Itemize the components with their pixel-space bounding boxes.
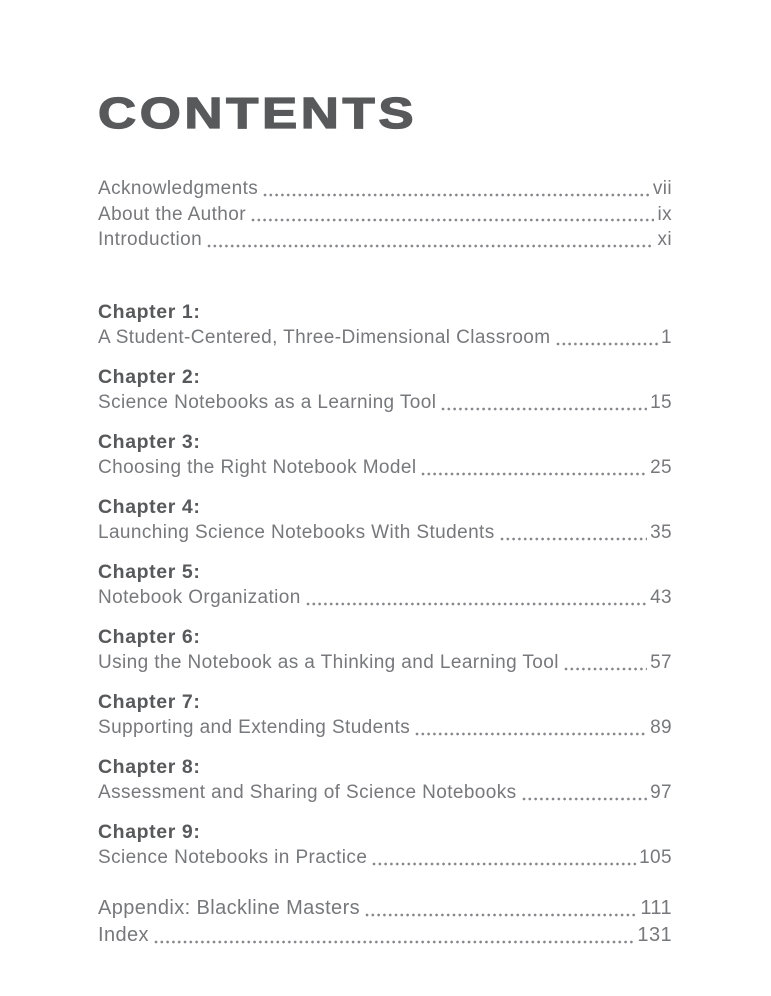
- chapter-heading: Chapter 1:: [98, 300, 201, 323]
- dot-leader: [367, 845, 639, 871]
- toc-entry-page: 131: [637, 923, 672, 946]
- toc-chapter-2: [98, 364, 672, 416]
- dot-leader: [202, 227, 657, 253]
- chapter-title: Choosing the Right Notebook Model: [98, 456, 417, 478]
- chapter-page: 89: [650, 716, 672, 738]
- dot-leader: [517, 780, 651, 806]
- dot-leader: [360, 895, 640, 922]
- toc-entry: [98, 585, 672, 611]
- toc-entry-page: xi: [657, 229, 672, 250]
- chapter-page: 25: [650, 456, 672, 478]
- chapter-page: 1: [661, 326, 672, 348]
- chapter-title: Assessment and Sharing of Science Notebooks: [98, 781, 517, 803]
- toc-entry: [98, 845, 672, 871]
- dot-leader: [551, 325, 662, 351]
- chapter-page: 57: [650, 651, 672, 673]
- toc-entry: [98, 715, 672, 741]
- chapter-page: 35: [650, 521, 672, 543]
- dot-leader: [416, 455, 650, 481]
- toc-entry: [98, 520, 672, 546]
- dot-leader: [559, 650, 650, 676]
- dot-leader: [149, 922, 637, 949]
- chapter-heading: Chapter 8:: [98, 755, 201, 778]
- toc-chapter-9: [98, 819, 672, 871]
- back-matter-section: [98, 895, 672, 949]
- dot-leader: [246, 202, 658, 228]
- toc-entry: [98, 780, 672, 806]
- front-matter-section: [98, 176, 672, 253]
- chapter-heading: Chapter 2:: [98, 365, 201, 388]
- toc-entry-appendix: [98, 895, 672, 922]
- dot-leader: [495, 520, 650, 546]
- chapter-heading: Chapter 9:: [98, 820, 201, 843]
- chapters-section: [98, 299, 672, 871]
- toc-entry-page: 111: [640, 896, 672, 919]
- dot-leader: [436, 390, 650, 416]
- chapter-heading: Chapter 6:: [98, 625, 201, 648]
- toc-entry-label: Introduction: [98, 229, 203, 250]
- page-title: [98, 89, 672, 138]
- chapter-page: 97: [650, 781, 672, 803]
- chapter-title: Science Notebooks in Practice: [98, 846, 368, 868]
- chapter-title: Using the Notebook as a Thinking and Learning Tool: [98, 651, 559, 673]
- chapter-heading: Chapter 3:: [98, 430, 201, 453]
- toc-chapter-7: [98, 689, 672, 741]
- toc-entry-label: Acknowledgments: [98, 178, 259, 199]
- toc-chapter-4: [98, 494, 672, 546]
- page-title-text: CONTENTS: [98, 89, 418, 138]
- dot-leader: [410, 715, 650, 741]
- dot-leader: [258, 176, 653, 202]
- toc-entry: [98, 650, 672, 676]
- chapter-title: Launching Science Notebooks With Students: [98, 521, 495, 543]
- toc-entry-acknowledgments: [98, 176, 672, 202]
- toc-chapter-8: [98, 754, 672, 806]
- toc-entry: [98, 325, 672, 351]
- toc-chapter-6: [98, 624, 672, 676]
- toc-chapter-3: [98, 429, 672, 481]
- toc-entry-label: Index: [98, 923, 149, 946]
- toc-entry: [98, 455, 672, 481]
- chapter-page: 105: [639, 846, 672, 868]
- toc-chapter-1: [98, 299, 672, 351]
- chapter-page: 15: [650, 391, 672, 413]
- chapter-heading: Chapter 7:: [98, 690, 201, 713]
- chapter-title: Supporting and Extending Students: [98, 716, 411, 738]
- chapter-title: Science Notebooks as a Learning Tool: [98, 391, 437, 413]
- toc-entry-introduction: [98, 227, 672, 253]
- chapter-heading: Chapter 5:: [98, 560, 201, 583]
- toc-entry-page: vii: [652, 178, 672, 199]
- chapter-title: Notebook Organization: [98, 586, 301, 608]
- toc-entry: [98, 390, 672, 416]
- dot-leader: [301, 585, 650, 611]
- toc-entry-label: About the Author: [98, 203, 246, 225]
- chapter-heading: Chapter 4:: [98, 495, 201, 518]
- toc-chapter-5: [98, 559, 672, 611]
- chapter-title: A Student-Centered, Three-Dimensional Classroom: [98, 326, 551, 348]
- toc-entry-index: [98, 922, 672, 949]
- toc-entry-about-the-author: [98, 202, 672, 228]
- chapter-page: 43: [650, 586, 672, 608]
- toc-entry-page: ix: [657, 203, 672, 225]
- toc-entry-label: Appendix: Blackline Masters: [98, 896, 361, 919]
